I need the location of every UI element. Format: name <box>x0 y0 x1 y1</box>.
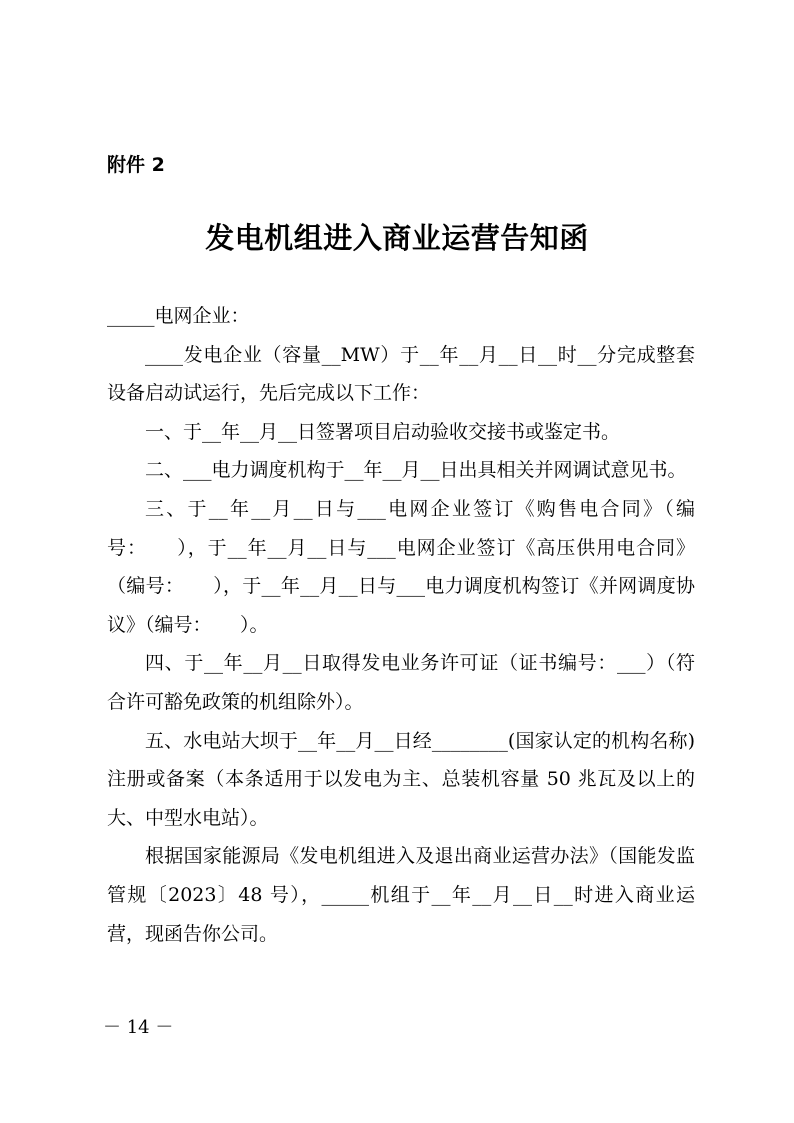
intro-paragraph: ____发电企业（容量__MW）于__年__月__日__时__分完成整套设备启动试运行，先后完成以下工作： <box>107 343 695 405</box>
item-5-paragraph: 五、水电站大坝于__年__月__日经________(国家认定的机构名称)注册或备案（本条适用于以发电为主、总装机容量 50 兆瓦及以上的大、中型水电站）。 <box>107 729 695 829</box>
salutation: _____电网企业： <box>107 305 250 327</box>
attachment-label: 附件 2 <box>107 154 165 176</box>
page-number: － 14 － <box>103 1017 174 1038</box>
item-4-paragraph: 四、于__年__月__日取得发电业务许可证（证书编号：___）（符合许可豁免政策的机组除外）。 <box>107 652 695 713</box>
item-3-paragraph: 三、于__年__月__日与___电网企业签订《购售电合同》（编号： ），于__年__月__日与___电网企业签订《高压供用电合同》（编号： ），于__年__月__日与___电力调度机构签订《并网调度协议》（编号： ）。 <box>107 497 695 636</box>
document-body <box>107 297 695 953</box>
conclusion-paragraph: 根据国家能源局《发电机组进入及退出商业运营办法》（国能发监管规〔2023〕48 号），_____机组于__年__月__日__时进入商业运营，现函告你公司。 <box>107 845 695 945</box>
item-1-paragraph: 一、于__年__月__日签署项目启动验收交接书或鉴定书。 <box>145 420 621 443</box>
item-2-paragraph: 二、___电力调度机构于__年__月__日出具相关并网调试意见书。 <box>145 459 687 482</box>
document-title: 发电机组进入商业运营告知函 <box>205 221 589 255</box>
